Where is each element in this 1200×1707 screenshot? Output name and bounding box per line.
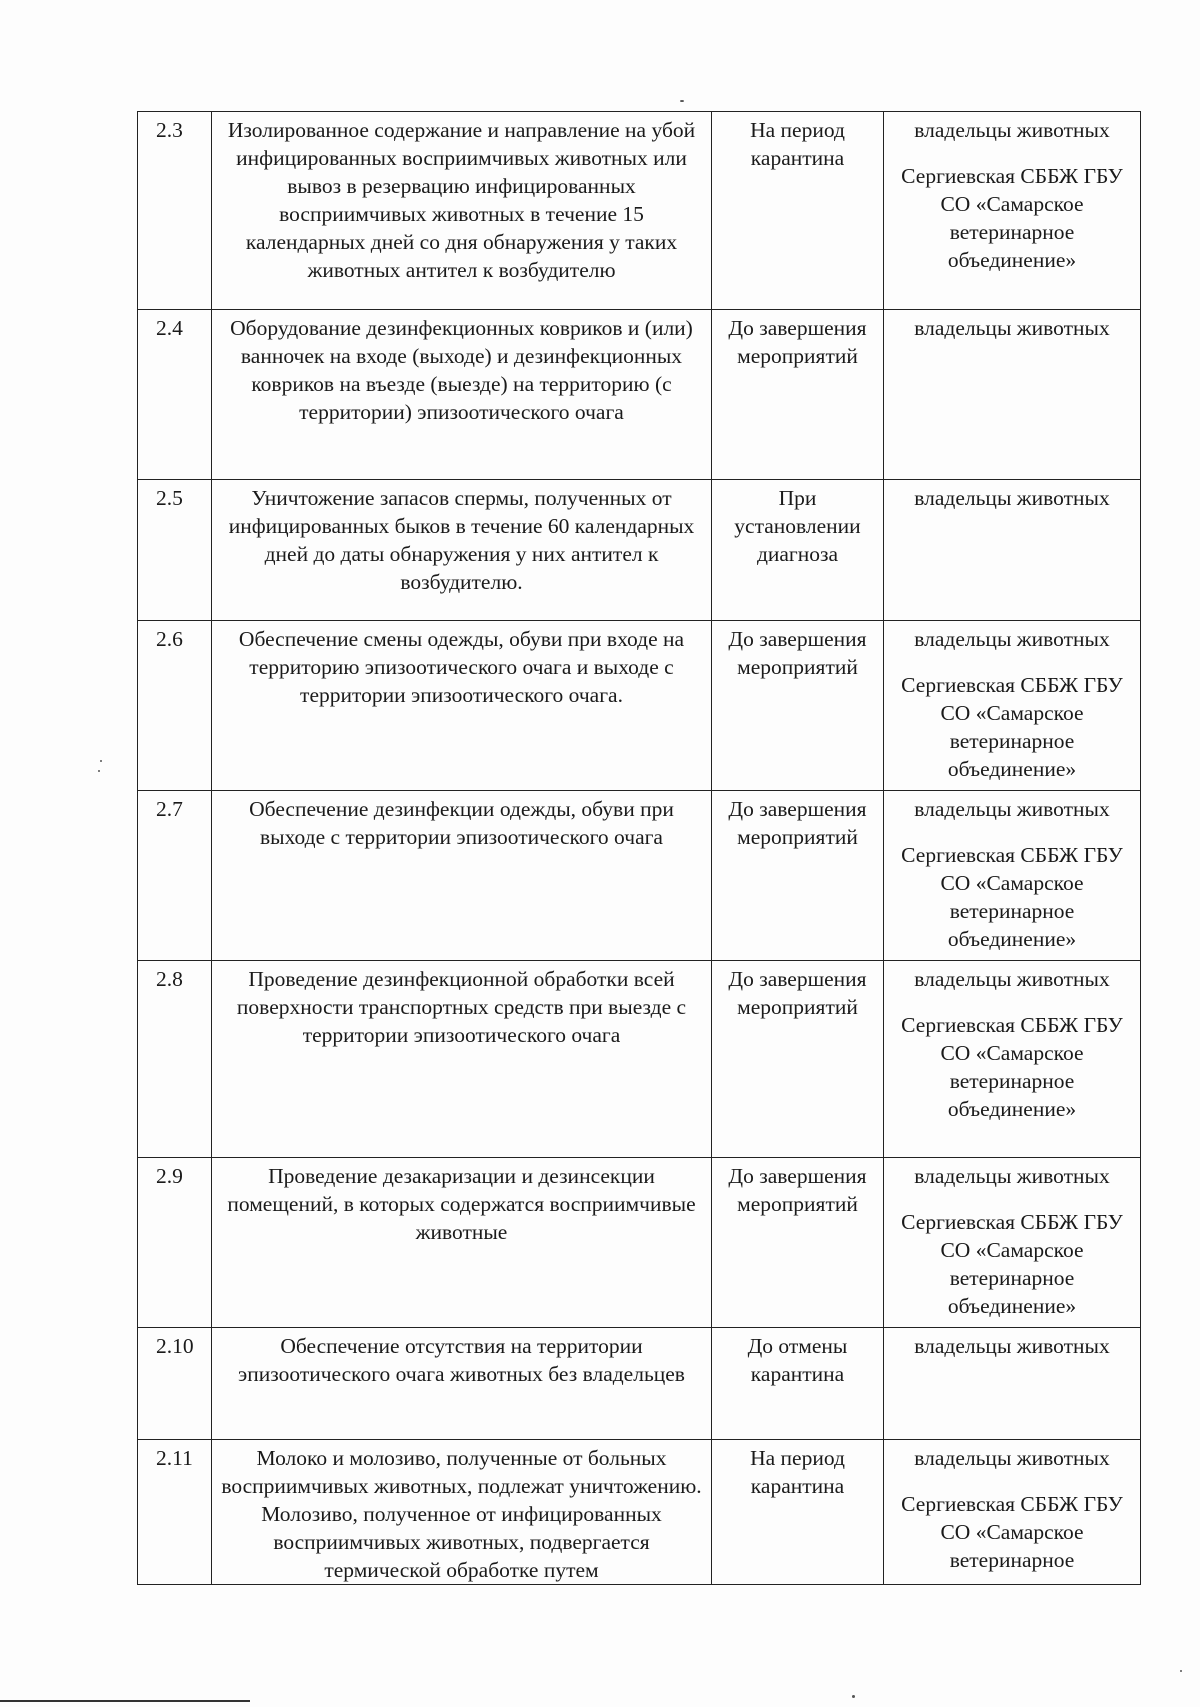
term-text: При установлении диагноза	[712, 480, 884, 621]
term-text: До завершения мероприятий	[712, 961, 884, 1158]
responsible-service: Сергиевская СББЖ ГБУ СО «Самарское ветеринарное объединение»	[901, 164, 1123, 272]
responsible-cell	[884, 1440, 1141, 1585]
table-row	[138, 310, 1141, 480]
responsible-service: Сергиевская СББЖ ГБУ СО «Самарское ветеринарное	[901, 1492, 1123, 1572]
term-text: На период карантина	[712, 1440, 884, 1585]
table-row	[138, 621, 1141, 791]
row-number: 2.5	[138, 480, 212, 621]
responsible-owners: владельцы животных	[914, 1164, 1110, 1188]
row-number: 2.6	[138, 621, 212, 791]
scan-edge-line	[0, 1700, 250, 1702]
responsible-owners: владельцы животных	[914, 316, 1110, 340]
measure-text: Проведение дезинфекционной обработки всей поверхности транспортных средств при выезде с территории эпизоотического очага	[212, 961, 712, 1158]
term-text: До завершения мероприятий	[712, 1158, 884, 1328]
responsible-owners: владельцы животных	[914, 1446, 1110, 1470]
row-number: 2.7	[138, 791, 212, 961]
term-text: До завершения мероприятий	[712, 621, 884, 791]
measure-text: Оборудование дезинфекционных ковриков и (или) ванночек на входе (выходе) и дезинфекционных ковриков на въезде (выезде) на территорию (с территории) эпизоотического очага	[212, 310, 712, 480]
responsible-service: Сергиевская СББЖ ГБУ СО «Самарское ветеринарное объединение»	[901, 843, 1123, 951]
table-row	[138, 961, 1141, 1158]
term-text: До отмены карантина	[712, 1328, 884, 1440]
responsible-cell	[884, 480, 1141, 621]
responsible-owners: владельцы животных	[914, 1334, 1110, 1358]
measure-text: Уничтожение запасов спермы, полученных от инфицированных быков в течение 60 календарных дней до даты обнаружения у них антител к возбудителю.	[212, 480, 712, 621]
table-row	[138, 791, 1141, 961]
term-text: На период карантина	[712, 112, 884, 310]
scan-speck	[852, 1695, 855, 1698]
term-text: До завершения мероприятий	[712, 310, 884, 480]
row-number: 2.8	[138, 961, 212, 1158]
row-number: 2.11	[138, 1440, 212, 1585]
responsible-service: Сергиевская СББЖ ГБУ СО «Самарское ветеринарное объединение»	[901, 1013, 1123, 1121]
responsible-owners: владельцы животных	[914, 627, 1110, 651]
scan-speck	[98, 770, 100, 772]
responsible-cell	[884, 310, 1141, 480]
measure-text: Изолированное содержание и направление на убой инфицированных восприимчивых животных или вывоз в резервацию инфицированных восприимчивых животных в течение 15 календарных дней со дня обнаружения у таких животных антител к возбудителю	[212, 112, 712, 310]
responsible-cell	[884, 112, 1141, 310]
scan-speck	[680, 100, 684, 102]
scan-speck	[100, 760, 102, 762]
responsible-cell	[884, 961, 1141, 1158]
row-number: 2.9	[138, 1158, 212, 1328]
responsible-owners: владельцы животных	[914, 486, 1110, 510]
table-row	[138, 1158, 1141, 1328]
responsible-cell	[884, 621, 1141, 791]
responsible-cell	[884, 791, 1141, 961]
responsible-owners: владельцы животных	[914, 967, 1110, 991]
table-row	[138, 1328, 1141, 1440]
table-row	[138, 1440, 1141, 1585]
table-row	[138, 112, 1141, 310]
responsible-service: Сергиевская СББЖ ГБУ СО «Самарское ветеринарное объединение»	[901, 1210, 1123, 1318]
responsible-cell	[884, 1158, 1141, 1328]
row-number: 2.10	[138, 1328, 212, 1440]
measure-text: Обеспечение дезинфекции одежды, обуви при выходе с территории эпизоотического очага	[212, 791, 712, 961]
row-number: 2.4	[138, 310, 212, 480]
row-number: 2.3	[138, 112, 212, 310]
measure-text: Обеспечение смены одежды, обуви при входе на территорию эпизоотического очага и выходе с территории эпизоотического очага.	[212, 621, 712, 791]
term-text: До завершения мероприятий	[712, 791, 884, 961]
measure-text: Обеспечение отсутствия на территории эпизоотического очага животных без владельцев	[212, 1328, 712, 1440]
measure-text: Молоко и молозиво, полученные от больных восприимчивых животных, подлежат уничтожению. Молозиво, полученное от инфицированных восприимчивых животных, подвергается термической обработке путем	[212, 1440, 712, 1585]
responsible-service: Сергиевская СББЖ ГБУ СО «Самарское ветеринарное объединение»	[901, 673, 1123, 781]
responsible-owners: владельцы животных	[914, 797, 1110, 821]
responsible-owners: владельцы животных	[914, 118, 1110, 142]
table-row	[138, 480, 1141, 621]
scan-speck	[1180, 1670, 1182, 1672]
measure-text: Проведение дезакаризации и дезинсекции помещений, в которых содержатся восприимчивые животные	[212, 1158, 712, 1328]
responsible-cell	[884, 1328, 1141, 1440]
measures-table	[137, 111, 1141, 1585]
